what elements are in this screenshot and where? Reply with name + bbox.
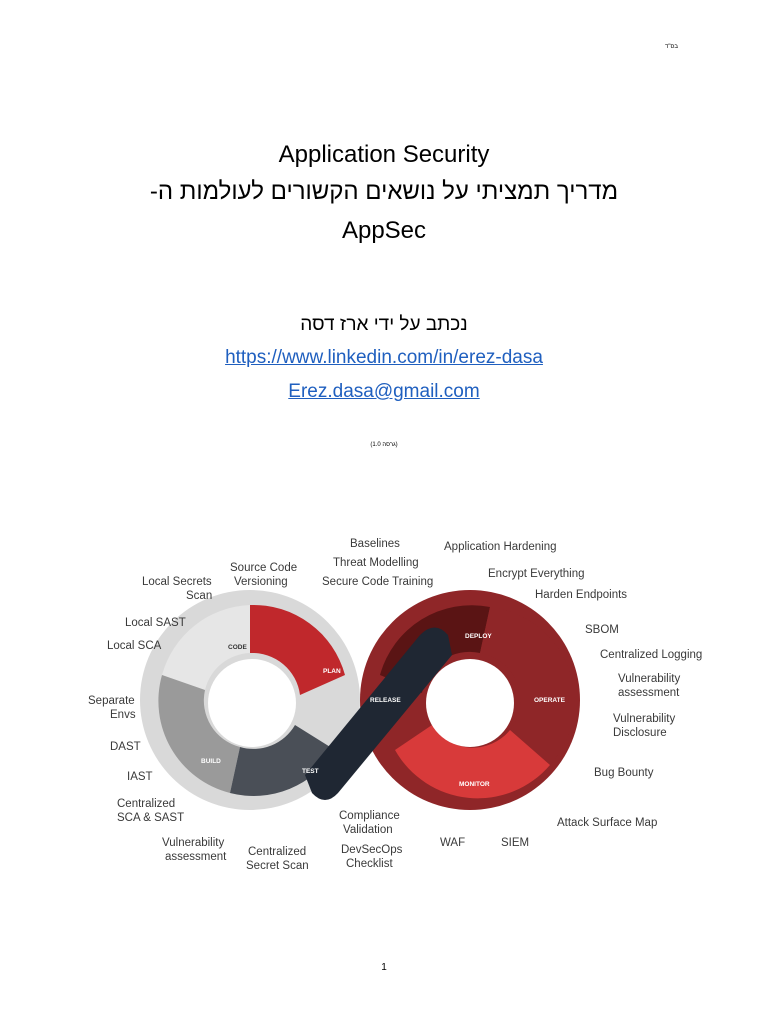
label-local-secrets-2: Scan xyxy=(186,590,213,602)
label-source-code-1: Source Code xyxy=(230,562,298,574)
label-dast: DAST xyxy=(110,741,141,753)
label-devsecops-1: DevSecOps xyxy=(341,844,403,856)
page-number: 1 xyxy=(381,962,387,973)
label-bug-bounty: Bug Bounty xyxy=(594,767,654,779)
segment-label-monitor: MONITOR xyxy=(459,781,490,788)
label-threat-modelling: Threat Modelling xyxy=(333,557,419,569)
label-attack-surface-map: Attack Surface Map xyxy=(557,817,658,829)
label-vuln-assessment-left-2: assessment xyxy=(165,851,227,863)
title-line-2: מדריך תמציתי על נושאים הקשורים לעולמות ה- xyxy=(149,178,619,205)
left-loop-hole xyxy=(208,659,296,747)
label-local-sca: Local SCA xyxy=(107,640,162,652)
label-baselines: Baselines xyxy=(350,538,400,550)
email-link[interactable]: Erez.dasa@gmail.com xyxy=(288,381,480,402)
segment-label-build: BUILD xyxy=(201,758,221,765)
label-encrypt-everything: Encrypt Everything xyxy=(488,568,585,580)
label-secret-scan-1: Centralized xyxy=(248,846,307,858)
segment-label-release: RELEASE xyxy=(370,697,401,704)
label-iast: IAST xyxy=(127,771,153,783)
version-note: (גרסה 1.0) xyxy=(370,442,398,448)
segment-label-code: CODE xyxy=(228,644,247,651)
label-centralized-sca-1: Centralized xyxy=(117,798,176,810)
label-waf: WAF xyxy=(440,837,466,849)
title-line-1: Application Security xyxy=(278,141,490,168)
label-local-sast: Local SAST xyxy=(125,617,186,629)
label-secure-code-training: Secure Code Training xyxy=(322,576,434,588)
label-secret-scan-2: Secret Scan xyxy=(246,860,309,872)
header-text: בס"ד xyxy=(665,44,678,50)
label-vuln-disclosure-1: Vulnerability xyxy=(613,713,676,725)
label-vuln-assessment-left-1: Vulnerability xyxy=(162,837,225,849)
segment-label-operate: OPERATE xyxy=(534,697,565,704)
label-vuln-disclosure-2: Disclosure xyxy=(613,727,667,739)
label-separate-envs-1: Separate xyxy=(88,695,135,707)
label-local-secrets-1: Local Secrets xyxy=(142,576,212,588)
label-centralized-logging: Centralized Logging xyxy=(600,649,703,661)
label-application-hardening: Application Hardening xyxy=(444,541,557,553)
label-separate-envs-2: Envs xyxy=(110,709,136,721)
label-devsecops-2: Checklist xyxy=(346,858,393,870)
label-harden-endpoints: Harden Endpoints xyxy=(535,589,628,601)
label-compliance-2: Validation xyxy=(343,824,393,836)
right-loop-hole xyxy=(426,659,514,747)
segment-label-test: TEST xyxy=(302,768,319,775)
label-source-code-2: Versioning xyxy=(234,576,288,588)
segment-label-plan: PLAN xyxy=(323,668,341,675)
label-vuln-assessment-right-1: Vulnerability xyxy=(618,673,681,685)
label-centralized-sca-2: SCA & SAST xyxy=(117,812,185,824)
label-vuln-assessment-right-2: assessment xyxy=(618,687,680,699)
label-compliance-1: Compliance xyxy=(339,810,400,822)
title-line-3: AppSec xyxy=(341,217,427,244)
label-siem: SIEM xyxy=(501,837,530,849)
devsecops-infinity-diagram xyxy=(80,525,703,875)
label-sbom: SBOM xyxy=(585,624,619,636)
author-line: נכתב על ידי ארז דסה xyxy=(300,314,468,335)
linkedin-link[interactable]: https://www.linkedin.com/in/erez-dasa xyxy=(225,347,543,368)
segment-label-deploy: DEPLOY xyxy=(465,633,492,640)
